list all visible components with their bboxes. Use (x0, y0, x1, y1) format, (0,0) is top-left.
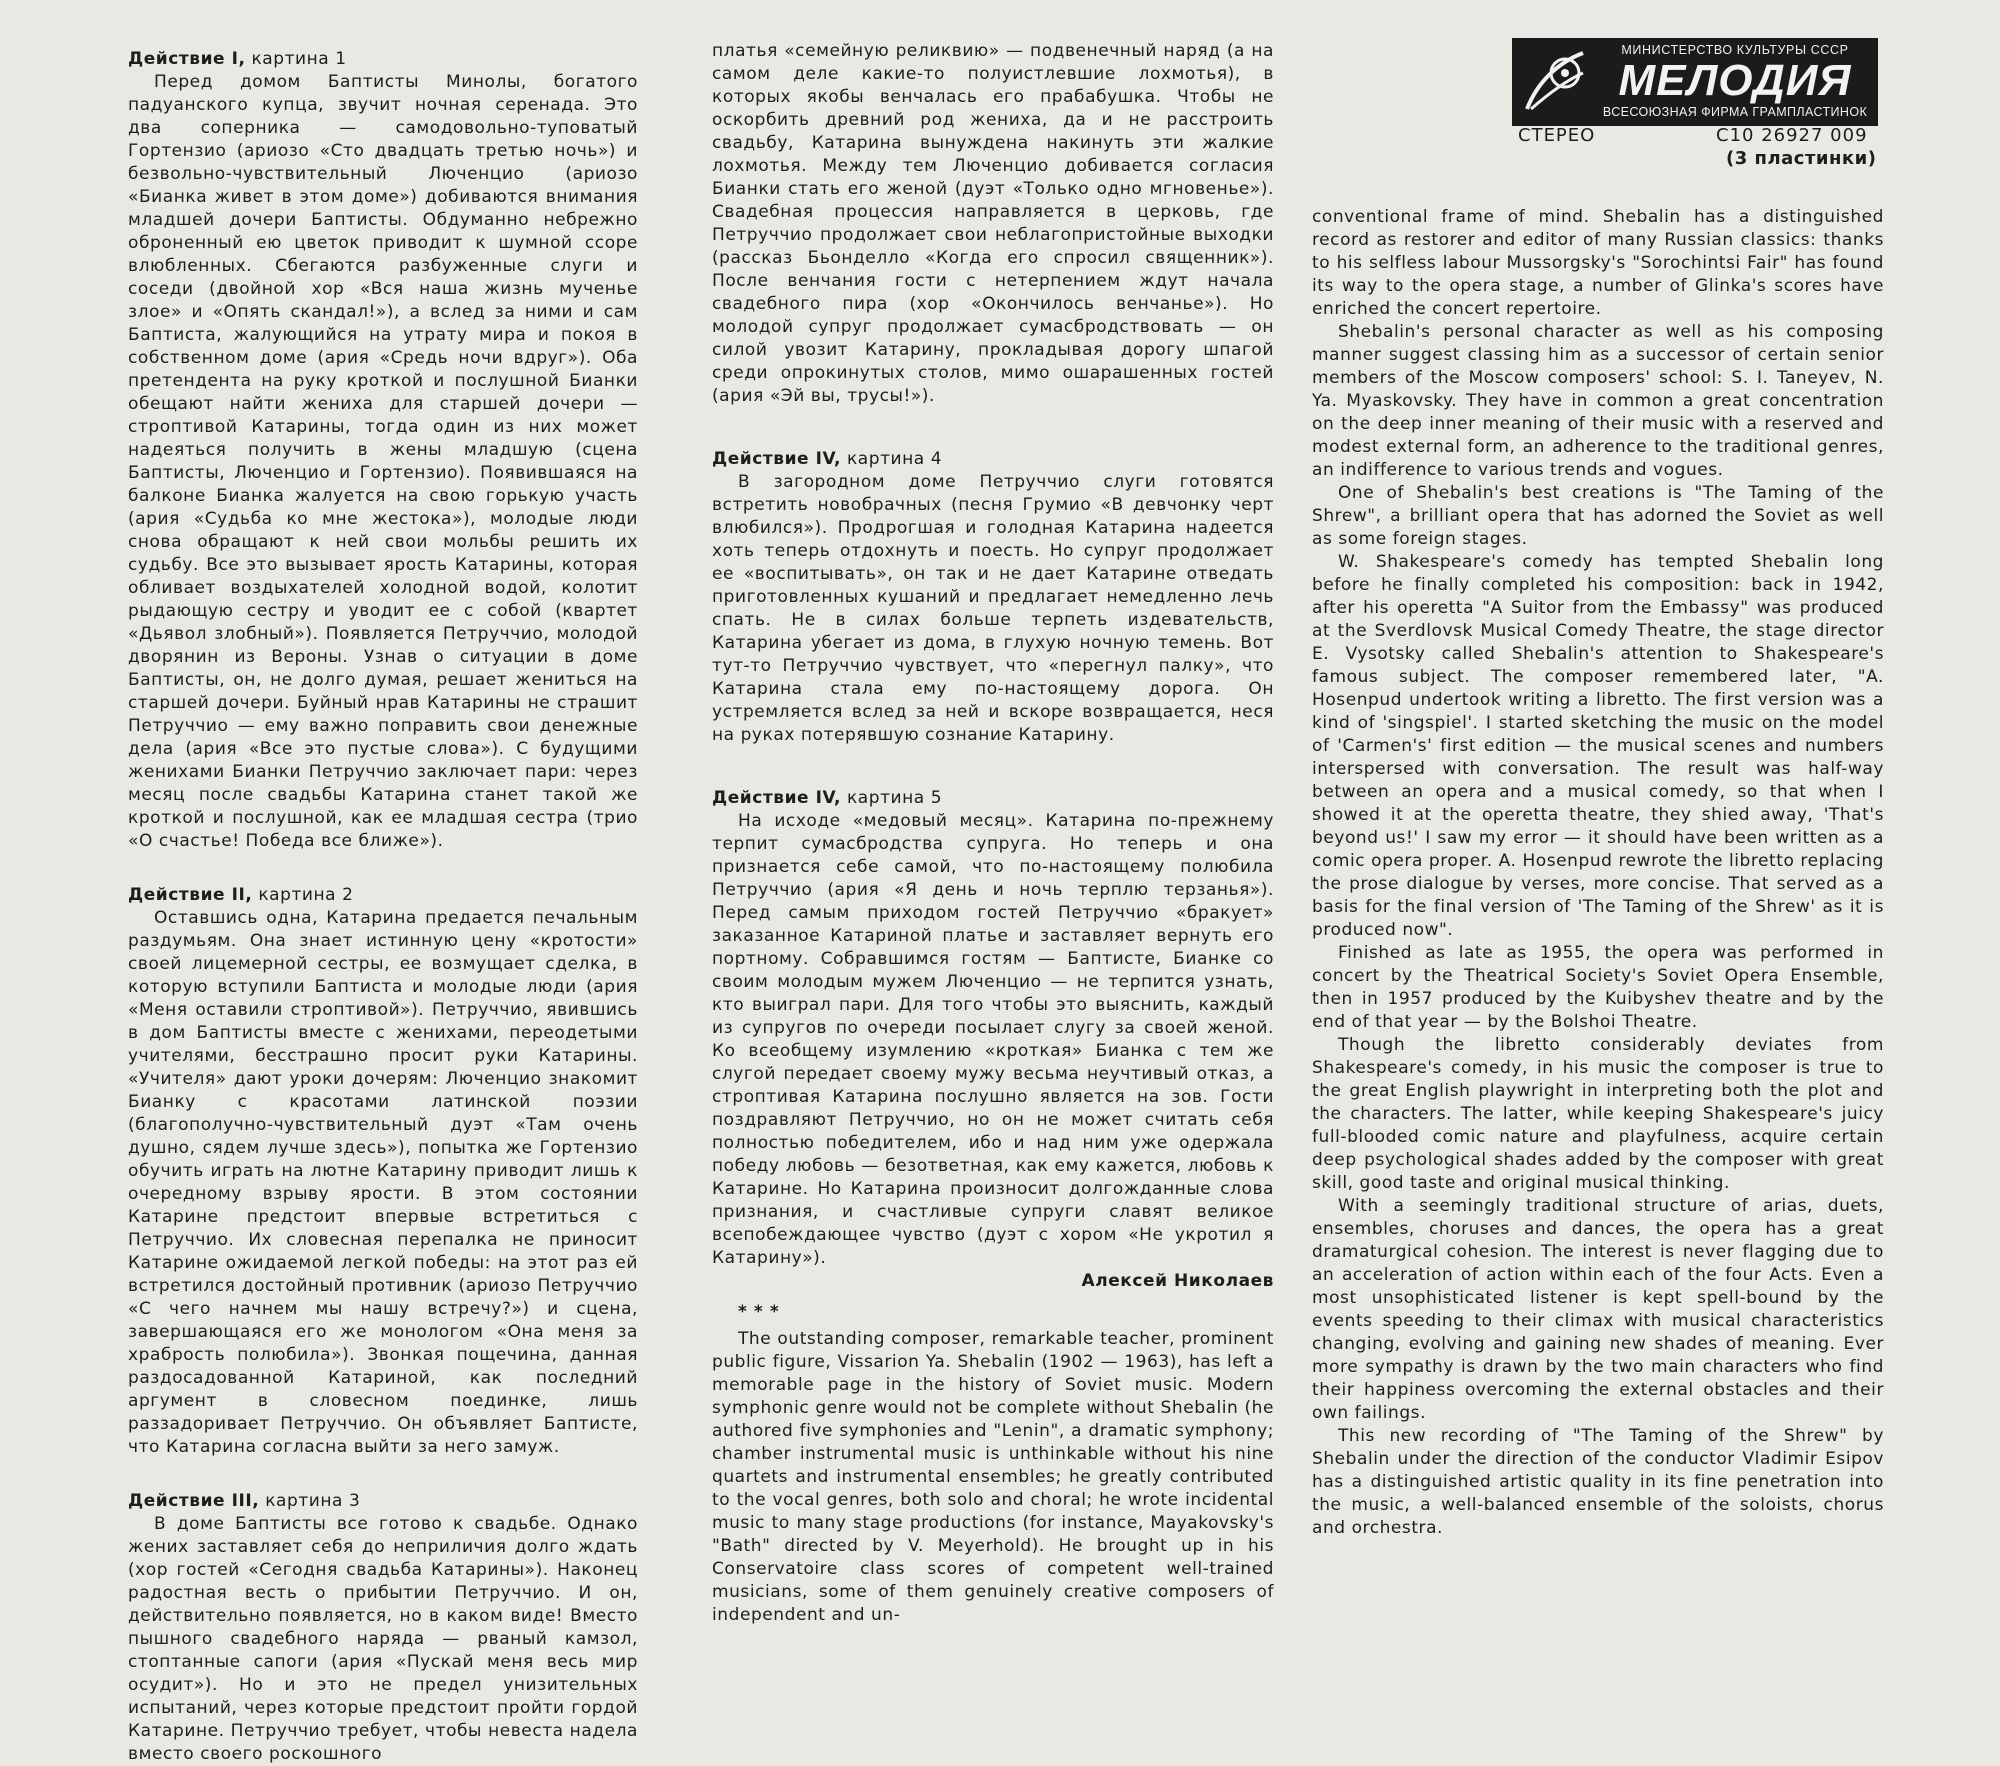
act3-heading: Действие III, картина 3 (128, 1491, 361, 1511)
catalog-number: С10 26927 009 (1716, 125, 1868, 146)
act5-heading: Действие IV, картина 5 (712, 788, 943, 808)
act4-heading: Действие IV, картина 4 (712, 449, 943, 469)
section-separator: * * * (738, 1302, 780, 1322)
act3-text: В доме Баптисты все готово к свадьбе. Однако жених заставляет себя до неприличия долго ждать (хор гостей «Сегодня свадьба Катарины»). Наконец радостная весть о прибытии Петруччио. И он, действительно появляется, но в каком виде! Вместо пышного свадебного наряда — рваный камзол, стоптанные сапоги (ария «Пускай меня весь мир осудит»). Но и это не предел унизительных испытаний, через которые предстоит пройти гордой Катарине. Петруччио требует, чтобы невеста надела вместо своего роскошного (128, 1514, 638, 1764)
column-left (128, 48, 638, 1766)
melodiya-emblem-icon (1517, 43, 1593, 119)
act4-text: В загородном доме Петруччио слуги готовятся встретить новобрачных (песня Грумио «В девчонку черт влюбился»). Продрогшая и голодная Катарина надеется хоть теперь отдохнуть и поесть. Но супруг продолжает ее «воспитывать», он так и не дает Катарине отведать приготовленных кушаний и предлагает немедленно лечь спать. Не в силах больше терпеть издевательств, Катарина убегает из дома, в глухую ночную темень. Вот тут-то Петруччио чувствует, что «перегнул палку», что Катарина стала ему по-настоящему дорога. Он устремляется вслед за ней и вскоре возвращается, неся на руках потерявшую сознание Катарину. (712, 472, 1274, 745)
english-text-p5: Finished as late as 1955, the opera was performed in concert by the Theatrical Society's Soviet Opera Ensemble, then in 1957 produced by the Kuibyshev theatre and by the end of that year — by the Bolshoi Theatre. (1312, 943, 1884, 1032)
act5-text: На исходе «медовый месяц». Катарина по-прежнему терпит сумасбродства супруга. Но теперь и она признается себе самой, что по-настоящему полюбила Петруччио (ария «Я день и ночь терплю терзанья»). Перед самым приходом гостей Петруччио «бракует» заказанное Катариной платье и заставляет вернуть его портному. Собравшимся гостям — Баптисте, Бианке со своим молодым мужем Люченцио — не терпится узнать, кто выиграл пари. Для того чтобы это выяснить, каждый из супругов по очереди посылает слугу за своей женой. Ко всеобщему изумлению «кроткая» Бианка с тем же слугой передает своему мужу весьма неучтивый отказ, а строптивая Катарина послушно является на зов. Гости поздравляют Петруччио, но он не может считать себя полностью победителем, ибо и над ним уже одержала победу любовь — безответная, как ему кажется, любовь к Катарине. Но Катарина произносит долгожданные слова признания, и счастливые супруги славят великое всепобеждающее чувство (дуэт с хором «Не укротил я Катарину»). (712, 811, 1274, 1268)
melodiya-logo (1512, 38, 1878, 126)
english-text-p3: One of Shebalin's best creations is "The Taming of the Shrew", a brilliant opera that has adorned the Soviet as well as some foreign stages. (1312, 483, 1884, 549)
act2-text: Оставшись одна, Катарина предается печальным раздумьям. Она знает истинную цену «кротости» своей лицемерной сестры, ее возмущает сделка, в которую вступили Баптиста и молодые люди (ария «Меня оставили строптивой»). Петруччио, явившись в дом Баптисты вместе с женихами, переодетыми учителями, бесстрашно просит руки Катарины. «Учителя» дают уроки дочерям: Люченцио знакомит Бианку с красотами латинской поэзии (благополучно-чувствительный дуэт «Там очень душно, сядем лучше здесь»), попытка же Гортензио обучить играть на лютне Катарину приводит лишь к очередному взрыву ярости. В этом состоянии Катарине предстоит впервые встретиться с Петруччио. Их словесная перепалка не приносит Катарине ожидаемой легкой победы: на этот раз ей встретился достойный противник (ариозо Петруччио «С чего начнем мы нашу встречу?») и сцена, завершающаяся его же монологом «Она меня за храбрость полюбила»). Звонкая пощечина, данная раздосадованной Катариной, как последний аргумент в словесном поединке, лишь раззадоривает Петруччио. Он объявляет Баптисте, что Катарина согласна выйти за него замуж. (128, 908, 638, 1457)
act1-text: Перед домом Баптисты Минолы, богатого падуанского купца, звучит ночная серенада. Это два соперника — самодовольно-туповатый Гортензио (ариозо «Сто двадцать третью ночь») и безвольно-чувствительный Люченцио (ариозо «Бианка живет в этом доме») добиваются внимания младшей дочери Баптисты. Обдуманно небрежно оброненный ею цветок приводит к шумной ссоре влюбленных. Сбегаются разбуженные слуги и соседи (двойной хор «Вся наша жизнь мученье злое» и «Опять скандал!»), а вслед за ними и сам Баптиста, жалующийся на утрату мира и покоя в собственном доме (ария «Средь ночи вдруг»). Оба претендента на руку кроткой и послушной Бианки обещают найти жениха для старшей дочери — строптивой Катарины, тогда один из них может надеяться получить в жены младшую (сцена Баптисты, Люченцио и Гортензио). Появившаяся на балконе Бианка жалуется на свою горькую участь (ария «Судьба ко мне жестока»), молодые люди снова обращают к ней свои мольбы решить их судьбу. Все это вызывает ярость Катарины, которая обливает воздыхателей холодной водой, колотит рыдающую сестру и уводит ее с собой (квартет «Дьявол злобный»). Появляется Петруччио, молодой дворянин из Вероны. Узнав о ситуации в доме Баптисты, он, не долго думая, решает жениться на старшей дочери. Буйный нрав Катарины не страшит Петруччио — ему важно поправить свои денежные дела (ария «Все это пустые слова»). С будущими женихами Бианки Петруччио заключает пари: через месяц после свадьбы Катарина станет такой же кроткой и послушной, как ее младшая сестра (трио «О счастье! Победа все ближе»). (128, 72, 638, 851)
english-text-p2: Shebalin's personal character as well as his composing manner suggest classing him as a successor of certain senior members of the Moscow composers' school: S. I. Taneyev, N. Ya. Myaskovsky. They have in common a great concentration on the deep inner meaning of their music with a reserved and modest external form, an adherence to the traditional genres, an indifference to various trends and vogues. (1312, 322, 1884, 480)
plates-count: (3 пластинки) (1726, 148, 1877, 169)
column-right (1312, 206, 1884, 1540)
english-text-p1: conventional frame of mind. Shebalin has a distinguished record as restorer and editor of many Russian classics: thanks to his selfless labour Mussorgsky's "Sorochintsi Fair" has found its way to the opera stage, a number of Glinka's scores have enriched the concert repertoire. (1312, 207, 1884, 319)
english-text-p7: With a seemingly traditional structure of arias, duets, ensembles, choruses and dances, the opera has a great dramaturgical cohesion. The interest is never flagging due to an acceleration of action within each of the four Acts. Even a most unsophisticated listener is kept spell-bound by the events speeding to their climax with musical characteristics changing, evolving and gaining new shades of meaning. Ever more sympathy is drawn by the two main characters who find their happiness overcoming the external obstacles and their own failings. (1312, 1196, 1884, 1423)
firm-text: ВСЕСОЮЗНАЯ ФИРМА ГРАМПЛАСТИНОК (1602, 105, 1868, 119)
ministry-text: МИНИСТЕРСТВО КУЛЬТУРЫ СССР (1621, 43, 1849, 57)
english-intro-text: The outstanding composer, remarkable teacher, prominent public figure, Vissarion Ya. Shebalin (1902 — 1963), has left a memorable page in the history of Soviet music. Modern symphonic genre would not be complete without Shebalin (he authored five symphonies and "Lenin", a dramatic symphony; chamber instrumental music is unthinkable without his nine quartets and instrumental ensembles; he greatly contributed to the vocal genres, both solo and choral; he wrote incidental music to many stage productions (for instance, Mayakovsky's "Bath" directed by V. Meyerhold). He brought up in his Conservatoire class scores of competent well-trained musicians, some of them genuinely creative composers of independent and un- (712, 1329, 1274, 1625)
act3-continuation: платья «семейную реликвию» — подвенечный наряд (а на самом деле какие-то полуистлевшие лохмотья), в которых якобы венчалась его прабабушка. Чтобы не оскорбить древний род жениха, да и не расстроить свадьбу, Катарина вынуждена накинуть эти жалкие лохмотья. Между тем Люченцио добивается согласия Бианки стать его женой (дуэт «Только одно мгновенье»). Свадебная процессия направляется в церковь, где Петруччио продолжает свои неблагопристойные выходки (рассказ Бьонделло «Когда его спросил священник»). После венчания гости с нетерпением ждут начала свадебного пира (хор «Окончилось венчанье»). Но молодой супруг продолжает сумасбродствовать — он силой увозит Катарину, прокладывая дорогу шпагой среди опрокинутых столов, мимо ошарашенных гостей (ария «Эй вы, трусы!»). (712, 41, 1274, 406)
stereo-label: СТЕРЕО (1518, 125, 1596, 146)
author-signature: Алексей Николаев (1081, 1271, 1274, 1291)
english-text-p8: This new recording of "The Taming of the Shrew" by Shebalin under the direction of the conductor Vladimir Esipov has a distinguished artistic quality in its fine penetration into the music, a well-balanced ensemble of the soloists, chorus and orchestra. (1312, 1426, 1884, 1538)
label-name: МЕЛОДИЯ (1618, 56, 1852, 105)
english-text-p6: Though the libretto considerably deviates from Shakespeare's comedy, in his music the composer is true to the great English playwright in interpreting both the plot and the characters. The latter, while keeping Shakespeare's juicy full-blooded comic nature and playfulness, acquire certain deep psychological shades added by the composer with great skill, good taste and original musical thinking. (1312, 1035, 1884, 1193)
act2-heading: Действие II, картина 2 (128, 885, 354, 905)
english-text-p4: W. Shakespeare's comedy has tempted Shebalin long before he finally completed his composition: back in 1942, after his operetta "A Suitor from the Embassy" was produced at the Sverdlovsk Musical Comedy Theatre, the stage director E. Vysotsky called Shebalin's attention to Shakespeare's famous subject. The composer remembered later, "A. Hosenpud undertook writing a libretto. The first version was a kind of 'singspiel'. I started sketching the music on the model of 'Carmen's' first edition — the musical scenes and numbers interspersed with conversation. The result was half-way between an opera and a musical comedy, so that when I showed it at the operetta theatre, they shied away, 'That's beyond us!' I saw my error — it should have been written as a comic opera proper. A. Hosenpud rewrote the libretto replacing the prose dialogue by verses, more concise. That served as a basis for the final version of 'The Taming of the Shrew' as it is produced now". (1312, 552, 1884, 940)
act1-heading: Действие I, картина 1 (128, 49, 347, 69)
column-middle (712, 40, 1274, 1627)
